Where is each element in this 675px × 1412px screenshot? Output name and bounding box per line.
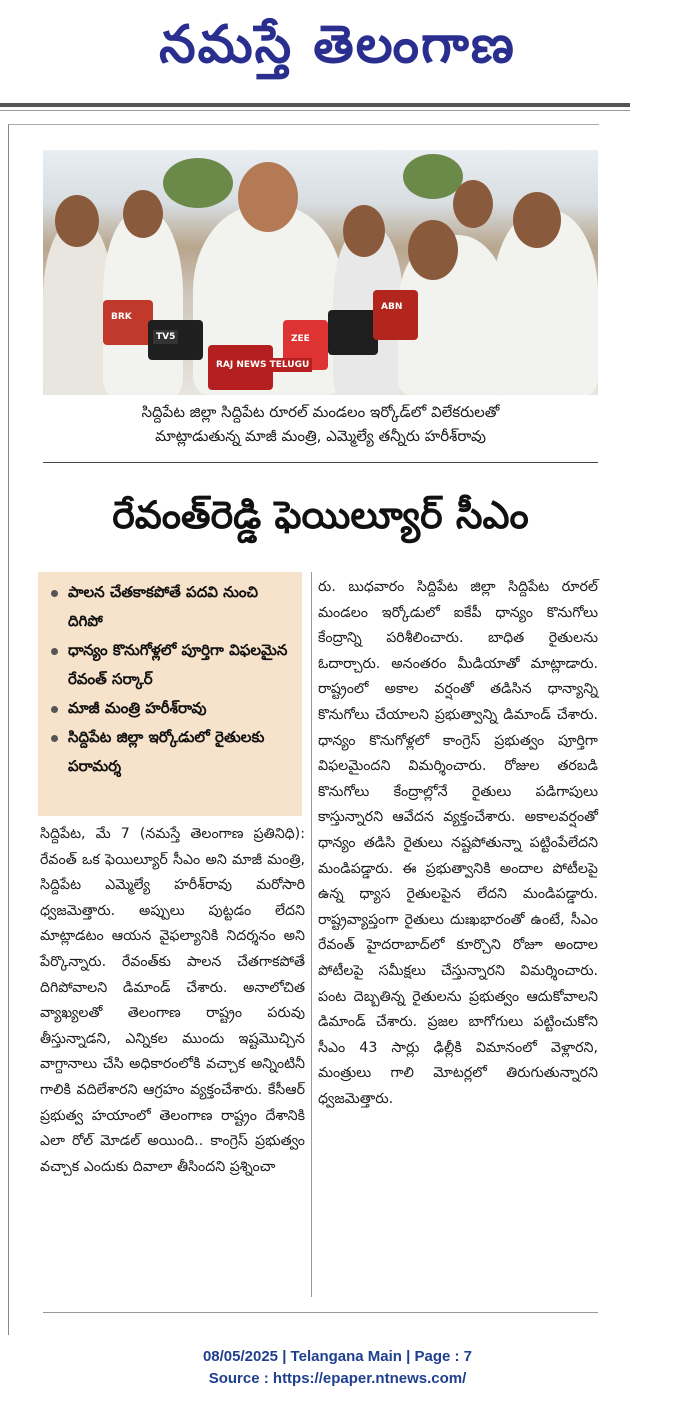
caption-line: మాట్లాడుతున్న మాజీ మంత్రి, ఎమ్మెల్యే తన్నీరు హరీశ్‌రావు [155,427,486,445]
mic-label: RAJ NEWS TELUGU [213,358,312,372]
mic-label: ZEE [288,332,313,346]
newspaper-title: నమస్తే తెలంగాణ [159,15,516,75]
caption-rule [43,462,598,463]
highlight-item: మాజీ మంత్రి హరీశ్‌రావు [48,694,296,723]
head-shape [55,195,99,247]
article-column-left: సిద్దిపేట, మే 7 (నమస్తే తెలంగాణ ప్రతినిధి): రేవంత్ ఒక ఫెయిల్యూర్ సీఎం అని మాజీ మంత్రి, సిద్దిపేట ఎమ్మెల్యే హరీశ్‌రావు మరోసారి ధ్వజమెత్తారు. అప్పులు పుట్టడం లేదని మాట్లాడటం ఆయన వైఫల్యానికి నిదర్శనం అని పేర్కొన్నారు. రేవంత్‌కు పాలన చేతగాకపోతే దిగిపోవాలని డిమాండ్ చేశారు. అనాలోచిత వ్యాఖ్యలతో తెలంగాణ రాష్ట్రం పరువు తీస్తున్నాడని, ఎన్నికల ముందు ఇష్టమొచ్చిన వాగ్దానాలు చేసి అధికారంలోకి వచ్చాక అన్నింటినీ గాలికి వదిలేశారని ఆగ్రహం వ్యక్తంచేశారు. కేసీఆర్ ప్రభుత్వ హయాంలో తెలంగాణ రాష్ట్రం దేశానికి ఎలా రోల్ మోడల్ అయింది.. కాంగ్రెస్ ప్రభుత్వం వచ్చాక ఎందుకు దివాలా తీసిందని ప్రశ్నించా [40,826,305,1175]
head-shape [513,192,561,248]
highlight-item: పాలన చేతకాకపోతే పదవి నుంచి దిగిపో [48,578,296,636]
highlights-box [38,572,302,816]
highlight-item: ధాన్యం కొనుగోళ్లలో పూర్తిగా విఫలమైన రేవంత్ సర్కార్ [48,636,296,694]
mic-label: BRK [108,310,135,324]
head-shape [123,190,163,238]
caption-line: సిద్దిపేట జిల్లా సిద్దిపేట రూరల్ మండలం ఇర్కోడ్‌లో విలేకరులతో [141,403,500,421]
head-shape [238,162,298,232]
footer [0,1346,675,1390]
tree-shape [403,154,463,199]
article-column-right: రు. బుధవారం సిద్దిపేట జిల్లా సిద్దిపేట రూరల్ మండలం ఇర్కోడులో ఐకేపీ ధాన్యం కొనుగోలు కేంద్రాన్ని పరిశీలించారు. బాధిత రైతులను ఓదార్చారు. అనంతరం మీడియాతో మాట్లాడారు. రాష్ట్రంలో అకాల వర్షంతో తడిసిన ధాన్యాన్ని కొనుగోలు చేయాలని ప్రభుత్వాన్ని డిమాండ్ చేశారు. ధాన్యం కొనుగోళ్లలో కాంగ్రెస్ ప్రభుత్వం పూర్తిగా విఫలమైందని విమర్శించారు. రోజుల తరబడి కొనుగోలు కేంద్రాల్లోనే రైతులు పడిగాపులు కాస్తున్నారని ఆవేదన వ్యక్తంచేశారు. అకాలవర్షంతో ధాన్యం తడిసి రైతులు నష్టపోతున్నా పట్టింపేలేదని మండిపడ్డారు. ఈ ప్రభుత్వానికి అందాల పోటీలపై ఉన్న ధ్యాస రైతులపైన లేదని మండిపడ్డారు. రాష్ట్రవ్యాప్తంగా రైతులు దుఃఖభారంతో ఉంటే, సీఎం రేవంత్ హైదరాబాద్‌లో కూర్చొని రోజూ అందాల పోటీలపై సమీక్షలు చేస్తున్నారని విమర్శించారు. పంట దెబ్బతిన్న రైతులను ప్రభుత్వం ఆదుకోవాలని డిమాండ్ చేశారు. ప్రజల బాగోగులు పట్టించుకోని సీఎం 43 సార్లు ఢిల్లీకి విమానంలో వెళ్లారని, మంత్రులు గాలి మోటర్లలో తిరుగుతున్నారని ధ్వజమెత్తారు. [318,579,598,1107]
news-photo [43,150,598,395]
microphone [328,310,378,355]
bottom-rule [43,1312,598,1313]
tree-shape [163,158,233,208]
headline: రేవంత్‌రెడ్డి ఫెయిల్యూర్ సీఎం [112,493,529,537]
head-shape [453,180,493,228]
photo-caption [43,400,598,448]
masthead-rule [0,103,630,107]
mic-label: ABN [378,300,405,314]
highlight-item: సిద్దిపేట జిల్లా ఇర్కోడులో రైతులకు పరామర్శ [48,723,296,781]
column-divider [311,572,312,1297]
masthead [0,0,675,118]
mic-label: TV5 [153,330,178,344]
head-shape [343,205,385,257]
microphone [373,290,418,340]
footer-source: Source : https://epaper.ntnews.com/ [208,1370,467,1387]
masthead-rule-thin [0,110,630,111]
head-shape [408,220,458,280]
footer-date-page: 08/05/2025 | Telangana Main | Page : 7 [202,1348,473,1365]
